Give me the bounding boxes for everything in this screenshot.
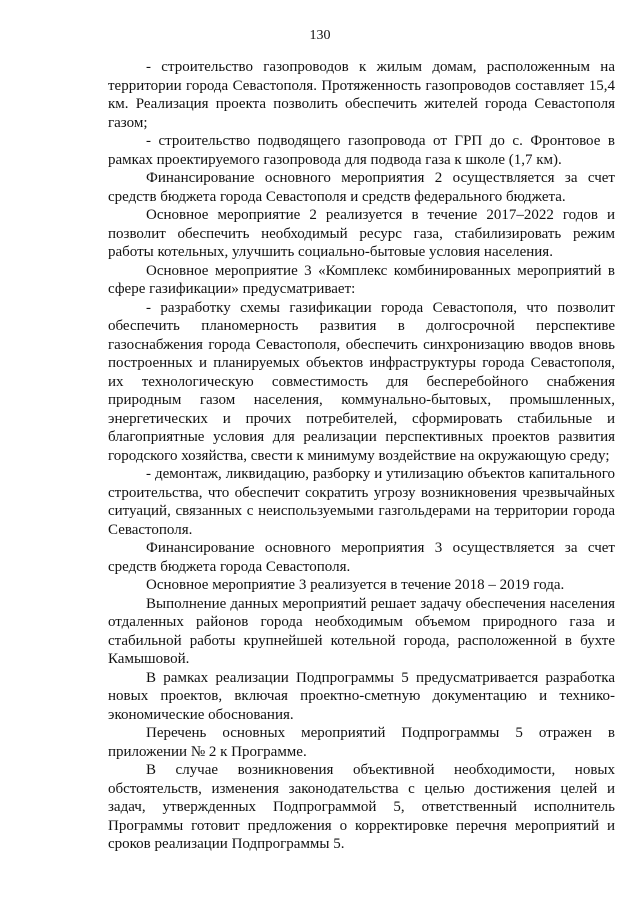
paragraph-measure-2-period: Основное мероприятие 2 реализуется в течение 2017–2022 годов и позволит обеспечить необходимый ресурс газа, стабилизировать режим работы котельных, улучшить социально-бытовые условия населения. xyxy=(108,207,615,260)
paragraph-new-projects: В рамках реализации Подпрограммы 5 предусматривается разработка новых проектов, включая проектно-сметную документацию и технико-экономические обоснования. xyxy=(108,669,615,723)
document-body xyxy=(108,58,615,854)
paragraph-supply-pipeline-frontovoe: - строительство подводящего газопровода от ГРП до с. Фронтовое в рамках проектируемого газопровода для подвода газа к школе (1,7 км). xyxy=(108,133,615,168)
paragraph-financing-measure-3: Финансирование основного мероприятия 3 осуществляется за счет средств бюджета города Севастополя. xyxy=(108,540,615,575)
paragraph-gas-pipelines-homes: - строительство газопроводов к жилым домам, расположенным на территории города Севастополя. Протяженность газопроводов составляет 15,4 км. Реализация проекта позволить обеспечить жителей города Севастополя газом; xyxy=(108,59,615,131)
paragraph-measures-list-reference: Перечень основных мероприятий Подпрограммы 5 отражен в приложении № 2 к Программе. xyxy=(108,725,615,760)
paragraph-dismantling: - демонтаж, ликвидацию, разборку и утилизацию объектов капитального строительства, что обеспечит сократить угрозу возникновения чрезвычайных ситуаций, связанных с неиспользуемыми газгольдерами на территории города Севастополя. xyxy=(108,466,615,538)
paragraph-financing-measure-2: Финансирование основного мероприятия 2 осуществляется за счет средств бюджета города Севастополя и средств федерального бюджета. xyxy=(108,170,615,205)
paragraph-gasification-scheme: - разработку схемы газификации города Севастополя, что позволит обеспечить планомерность развития в долгосрочной перспективе газоснабжения города Севастополя, обеспечить синхронизацию вводов вновь построенных и планируемых объектов инфраструктуры города Севастополя, их технологическую совместимость для бесперебойного снабжения природным газом населения, коммунально-бытовых, промышленных, энергетических и прочих потребителей, сформировать стабильные и благоприятные условия для реализации перспективных проектов развития городского хозяйства, свести к минимуму воздействие на окружающую среду; xyxy=(108,299,615,464)
paragraph-measure-3-period: Основное мероприятие 3 реализуется в течение 2018 – 2019 года. xyxy=(146,577,565,593)
paragraph-measure-3-intro: Основное мероприятие 3 «Комплекс комбинированных мероприятий в сфере газификации» предусматривает: xyxy=(108,262,615,297)
paragraph-adjustment-proposals: В случае возникновения объективной необходимости, новых обстоятельств, изменения законодательства с целью достижения целей и задач, утвержденных Подпрограммой 5, ответственный исполнитель Программы готовит предложения о корректировке перечня мероприятий и сроков реализации Подпрограммы 5. xyxy=(108,762,615,852)
paragraph-measures-result: Выполнение данных мероприятий решает задачу обеспечения населения отдаленных районов города необходимым объемом природного газа и стабильной работы крупнейшей котельной города, расположенной в бухте Камышовой. xyxy=(108,595,615,667)
page-number: 130 xyxy=(309,28,331,43)
